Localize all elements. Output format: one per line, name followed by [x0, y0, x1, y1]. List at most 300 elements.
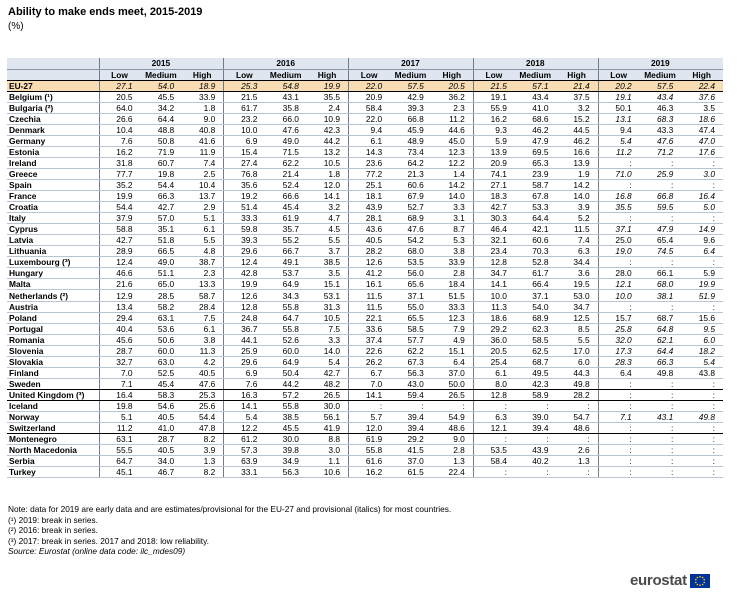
table-cell: 29.2: [390, 434, 432, 445]
table-cell: 10.5: [307, 157, 349, 168]
table-cell: 66.3: [141, 191, 183, 202]
table-cell: 23.2: [224, 113, 266, 124]
table-cell: 44.1: [224, 334, 266, 345]
table-row: [7, 157, 723, 168]
table-cell: 59.5: [640, 202, 682, 213]
table-cell: :: [473, 434, 515, 445]
table-cell: 67.9: [390, 191, 432, 202]
table-cell: 54.4: [141, 180, 183, 191]
table-cell: 39.4: [390, 423, 432, 434]
table-cell: 58.9: [515, 389, 557, 400]
table-cell: 50.0: [432, 378, 474, 389]
table-cell: 71.2: [640, 146, 682, 157]
table-row: [7, 290, 723, 301]
table-cell: 51.9: [681, 290, 723, 301]
table-cell: 12.4: [224, 257, 266, 268]
table-cell: 35.2: [99, 180, 141, 191]
table-cell: :: [640, 257, 682, 268]
table-cell: :: [557, 434, 599, 445]
table-row: [7, 400, 723, 411]
table-cell: 8.5: [557, 323, 599, 334]
table-cell: 36.7: [224, 323, 266, 334]
table-cell: 14.0: [307, 345, 349, 356]
table-cell: :: [681, 180, 723, 191]
table-cell: 53.6: [141, 323, 183, 334]
table-cell: 48.6: [557, 423, 599, 434]
table-cell: 19.9: [307, 80, 349, 91]
table-cell: 54.0: [141, 80, 183, 91]
table-cell: 47.9: [640, 224, 682, 235]
table-cell: 55.5: [99, 445, 141, 456]
table-cell: 47.9: [515, 135, 557, 146]
table-cell: :: [598, 423, 640, 434]
table-cell: 51.4: [224, 202, 266, 213]
table-cell: 19.1: [598, 91, 640, 102]
table-cell: 45.4: [265, 202, 307, 213]
table-cell: 21.4: [265, 168, 307, 179]
table-cell: :: [473, 400, 515, 411]
table-cell: 22.4: [681, 80, 723, 91]
sub-header: High: [681, 69, 723, 80]
table-cell: 43.6: [349, 224, 391, 235]
table-cell: 37.1: [598, 224, 640, 235]
table-body: [7, 80, 723, 478]
row-label: Montenegro: [7, 434, 99, 445]
table-cell: 48.6: [432, 423, 474, 434]
table-cell: 18.2: [681, 345, 723, 356]
row-label: Finland: [7, 367, 99, 378]
table-cell: 25.3: [182, 389, 224, 400]
table-cell: 10.5: [307, 312, 349, 323]
table-cell: 56.3: [390, 367, 432, 378]
table-cell: 16.2: [349, 467, 391, 478]
table-cell: 20.2: [598, 80, 640, 91]
table-cell: 32.7: [99, 356, 141, 367]
table-cell: 37.1: [390, 290, 432, 301]
table-cell: 9.0: [182, 113, 224, 124]
table-cell: 19.2: [224, 191, 266, 202]
table-cell: 8.2: [182, 434, 224, 445]
table-cell: 42.3: [307, 124, 349, 135]
table-cell: 6.3: [557, 246, 599, 257]
table-cell: 36.0: [473, 334, 515, 345]
table-cell: 43.4: [640, 91, 682, 102]
table-cell: 19.9: [681, 279, 723, 290]
table-cell: 68.6: [515, 113, 557, 124]
table-cell: 5.9: [681, 268, 723, 279]
table-cell: 16.6: [557, 146, 599, 157]
table-cell: 68.0: [640, 279, 682, 290]
table-cell: :: [640, 467, 682, 478]
row-label: Lithuania: [7, 246, 99, 257]
table-cell: 6.7: [349, 367, 391, 378]
table-cell: :: [640, 456, 682, 467]
table-cell: 62.3: [515, 323, 557, 334]
table-cell: 23.6: [349, 157, 391, 168]
table-cell: 2.9: [182, 202, 224, 213]
table-cell: :: [640, 423, 682, 434]
table-row: [7, 445, 723, 456]
table-cell: 42.9: [390, 91, 432, 102]
table-cell: 7.5: [182, 312, 224, 323]
sub-header-row: [7, 69, 723, 80]
table-cell: 71.9: [141, 146, 183, 157]
row-label: Ireland: [7, 157, 99, 168]
logo-text: eurostat: [630, 572, 687, 589]
table-cell: 20.5: [473, 345, 515, 356]
table-cell: 13.9: [557, 157, 599, 168]
table-row: [7, 124, 723, 135]
row-label: Germany: [7, 135, 99, 146]
footnotes: [8, 504, 451, 557]
table-cell: 68.9: [515, 312, 557, 323]
table-cell: 3.2: [557, 102, 599, 113]
row-label: Portugal: [7, 323, 99, 334]
table-cell: 71.5: [265, 146, 307, 157]
table-cell: 13.9: [473, 146, 515, 157]
table-cell: 37.4: [349, 334, 391, 345]
table-cell: 66.5: [141, 246, 183, 257]
table-cell: 38.1: [640, 290, 682, 301]
table-cell: 37.1: [515, 290, 557, 301]
table-cell: 54.9: [432, 412, 474, 423]
table-row: [7, 367, 723, 378]
table-cell: 22.1: [349, 312, 391, 323]
table-cell: 45.0: [432, 135, 474, 146]
table-cell: 43.8: [681, 367, 723, 378]
table-cell: 3.0: [307, 445, 349, 456]
table-cell: 26.6: [99, 113, 141, 124]
sub-header: Low: [99, 69, 141, 80]
row-label: Bulgaria (²): [7, 102, 99, 113]
table-cell: 10.6: [307, 467, 349, 478]
table-cell: 11.2: [598, 146, 640, 157]
row-label: North Macedonia: [7, 445, 99, 456]
table-cell: 58.3: [141, 389, 183, 400]
table-cell: :: [598, 400, 640, 411]
table-cell: 15.1: [432, 345, 474, 356]
table-cell: :: [598, 257, 640, 268]
table-cell: 43.4: [515, 91, 557, 102]
table-cell: 60.7: [141, 157, 183, 168]
table-cell: 28.2: [557, 389, 599, 400]
table-cell: 41.6: [182, 135, 224, 146]
table-cell: :: [681, 456, 723, 467]
table-cell: 3.5: [307, 268, 349, 279]
table-cell: 19.0: [598, 246, 640, 257]
table-cell: 34.0: [141, 456, 183, 467]
table-row: [7, 356, 723, 367]
table-cell: 7.1: [99, 378, 141, 389]
table-cell: 2.3: [432, 102, 474, 113]
table-cell: 43.1: [265, 91, 307, 102]
table-cell: 41.2: [349, 268, 391, 279]
table-cell: :: [557, 400, 599, 411]
table-cell: 13.4: [99, 301, 141, 312]
table-cell: 16.2: [99, 146, 141, 157]
table-cell: 44.2: [307, 135, 349, 146]
table-cell: 51.5: [432, 290, 474, 301]
table-row: [7, 246, 723, 257]
table-cell: 5.4: [224, 412, 266, 423]
table-row: [7, 268, 723, 279]
table-cell: :: [515, 434, 557, 445]
table-cell: 6.9: [224, 135, 266, 146]
table-cell: 66.8: [640, 191, 682, 202]
table-cell: 47.0: [681, 135, 723, 146]
table-title: Ability to make ends meet, 2015-2019: [8, 6, 203, 18]
table-cell: 9.5: [681, 323, 723, 334]
table-cell: 16.3: [224, 389, 266, 400]
table-cell: 31.8: [99, 157, 141, 168]
table-cell: 7.1: [598, 412, 640, 423]
table-cell: 62.2: [390, 345, 432, 356]
table-row: [7, 213, 723, 224]
table-cell: 19.9: [99, 191, 141, 202]
table-cell: 12.2: [224, 423, 266, 434]
table-cell: 22.0: [349, 113, 391, 124]
table-cell: 68.0: [390, 246, 432, 257]
row-label: Turkey: [7, 467, 99, 478]
table-cell: :: [640, 180, 682, 191]
table-cell: 14.0: [557, 191, 599, 202]
table-cell: 65.3: [515, 157, 557, 168]
table-cell: 42.1: [515, 224, 557, 235]
table-cell: 18.9: [182, 80, 224, 91]
table-cell: 12.1: [598, 279, 640, 290]
table-cell: 28.0: [598, 268, 640, 279]
table-cell: 74.1: [473, 168, 515, 179]
unit-label: (%): [8, 21, 24, 32]
table-cell: 27.1: [473, 180, 515, 191]
table-cell: 8.8: [307, 434, 349, 445]
table-cell: 45.5: [265, 423, 307, 434]
table-cell: 28.4: [182, 301, 224, 312]
table-cell: 55.9: [473, 102, 515, 113]
table-cell: 49.0: [141, 257, 183, 268]
table-cell: 13.7: [182, 191, 224, 202]
table-cell: 25.1: [349, 180, 391, 191]
table-cell: 44.2: [265, 378, 307, 389]
table-cell: 10.0: [598, 290, 640, 301]
table-cell: 21.4: [557, 80, 599, 91]
table-cell: 7.9: [432, 323, 474, 334]
row-label: Denmark: [7, 124, 99, 135]
row-label: United Kingdom (³): [7, 389, 99, 400]
table-cell: 29.6: [224, 246, 266, 257]
table-cell: 65.6: [390, 279, 432, 290]
table-row: [7, 423, 723, 434]
row-label: Spain: [7, 180, 99, 191]
table-cell: 43.0: [390, 378, 432, 389]
table-cell: 11.5: [557, 224, 599, 235]
table-cell: 26.5: [307, 389, 349, 400]
table-cell: :: [598, 378, 640, 389]
table-cell: 27.1: [99, 80, 141, 91]
table-cell: 54.6: [141, 400, 183, 411]
table-cell: 5.4: [307, 356, 349, 367]
table-cell: 43.9: [349, 202, 391, 213]
table-cell: 53.5: [390, 257, 432, 268]
table-cell: :: [640, 213, 682, 224]
table-cell: 8.2: [182, 467, 224, 478]
table-cell: 38.5: [265, 412, 307, 423]
table-cell: 42.8: [224, 268, 266, 279]
table-cell: 39.8: [265, 445, 307, 456]
table-cell: 5.9: [473, 135, 515, 146]
table-cell: 60.6: [390, 180, 432, 191]
table-cell: 46.7: [141, 467, 183, 478]
year-header: 2018: [473, 58, 598, 69]
table-cell: 55.0: [390, 301, 432, 312]
table-cell: :: [681, 467, 723, 478]
row-label: Serbia: [7, 456, 99, 467]
table-cell: 19.5: [557, 279, 599, 290]
table-cell: :: [640, 400, 682, 411]
table-cell: 18.1: [349, 191, 391, 202]
table-cell: 61.9: [265, 213, 307, 224]
table-cell: 51.1: [141, 268, 183, 279]
table-row: [7, 412, 723, 423]
table-cell: 11.5: [349, 290, 391, 301]
table-cell: :: [598, 456, 640, 467]
table-cell: 37.5: [557, 91, 599, 102]
row-label: EU-27: [7, 80, 99, 91]
table-cell: 16.8: [598, 191, 640, 202]
table-cell: 13.1: [598, 113, 640, 124]
year-header: 2016: [224, 58, 349, 69]
table-cell: 20.9: [349, 91, 391, 102]
table-cell: 12.3: [432, 312, 474, 323]
table-cell: 25.9: [640, 168, 682, 179]
table-cell: 6.1: [473, 367, 515, 378]
row-label: Austria: [7, 301, 99, 312]
table-cell: 33.3: [224, 213, 266, 224]
table-cell: 34.4: [557, 257, 599, 268]
row-label: Estonia: [7, 146, 99, 157]
table-cell: :: [598, 389, 640, 400]
table-cell: 49.1: [265, 257, 307, 268]
table-cell: 8.7: [432, 224, 474, 235]
table-cell: 57.5: [640, 80, 682, 91]
table-cell: 1.3: [557, 456, 599, 467]
table-cell: 45.6: [99, 334, 141, 345]
table-cell: 69.5: [515, 146, 557, 157]
table-cell: 57.0: [141, 213, 183, 224]
table-cell: 57.7: [390, 334, 432, 345]
table-cell: 1.9: [557, 168, 599, 179]
table-row: [7, 191, 723, 202]
table-cell: :: [349, 400, 391, 411]
table-cell: 18.3: [473, 191, 515, 202]
table-cell: 35.5: [307, 91, 349, 102]
table-cell: 50.1: [598, 102, 640, 113]
sub-header: Medium: [390, 69, 432, 80]
table-cell: 1.3: [432, 456, 474, 467]
table-cell: 25.8: [598, 323, 640, 334]
table-cell: 55.2: [265, 235, 307, 246]
table-cell: 34.7: [473, 268, 515, 279]
table-cell: :: [515, 467, 557, 478]
table-cell: 32.0: [598, 334, 640, 345]
row-label: Italy: [7, 213, 99, 224]
table-cell: 34.3: [265, 290, 307, 301]
table-cell: 40.8: [182, 124, 224, 135]
table-cell: 49.5: [515, 367, 557, 378]
table-cell: 30.3: [473, 213, 515, 224]
row-label: Slovakia: [7, 356, 99, 367]
table-cell: 44.3: [557, 367, 599, 378]
table-cell: 49.8: [640, 367, 682, 378]
table-row: [7, 345, 723, 356]
table-cell: 12.6: [224, 290, 266, 301]
table-cell: 11.3: [473, 301, 515, 312]
table-cell: 24.8: [224, 312, 266, 323]
table-cell: 39.3: [224, 235, 266, 246]
table-row: [7, 235, 723, 246]
corner-cell: [7, 58, 99, 69]
table-cell: 18.6: [473, 312, 515, 323]
row-label: Poland: [7, 312, 99, 323]
table-cell: 22.4: [432, 467, 474, 478]
table-cell: 25.4: [473, 356, 515, 367]
table-cell: 50.6: [141, 334, 183, 345]
table-cell: 62.1: [640, 334, 682, 345]
row-label: Cyprus: [7, 224, 99, 235]
table-cell: 36.2: [432, 91, 474, 102]
row-label: Luxembourg (³): [7, 257, 99, 268]
table-cell: 64.9: [265, 356, 307, 367]
table-cell: 35.8: [265, 102, 307, 113]
table-cell: 54.0: [515, 301, 557, 312]
table-cell: 3.3: [432, 202, 474, 213]
table-cell: 11.2: [432, 113, 474, 124]
table-cell: 58.2: [141, 301, 183, 312]
table-cell: 3.1: [432, 213, 474, 224]
table-row: [7, 180, 723, 191]
table-cell: 5.1: [182, 213, 224, 224]
table-cell: 7.4: [182, 157, 224, 168]
table-cell: 53.7: [265, 268, 307, 279]
table-cell: 46.2: [557, 135, 599, 146]
table-cell: 6.0: [557, 356, 599, 367]
table-cell: 21.5: [224, 91, 266, 102]
table-cell: 54.8: [265, 80, 307, 91]
table-cell: 5.7: [349, 412, 391, 423]
table-cell: 3.9: [557, 202, 599, 213]
corner-cell: [7, 69, 99, 80]
table-cell: 28.1: [349, 213, 391, 224]
table-cell: 53.5: [473, 445, 515, 456]
table-cell: 13.2: [307, 146, 349, 157]
table-cell: 1.4: [432, 168, 474, 179]
table-cell: 2.4: [307, 102, 349, 113]
table-cell: 3.8: [182, 334, 224, 345]
table-cell: 6.1: [182, 323, 224, 334]
table-cell: 39.3: [390, 102, 432, 113]
table-cell: 15.2: [557, 113, 599, 124]
table-cell: :: [640, 378, 682, 389]
table-cell: 50.4: [265, 367, 307, 378]
table-cell: 41.5: [390, 445, 432, 456]
sub-header: Medium: [265, 69, 307, 80]
table-cell: 55.8: [349, 445, 391, 456]
table-cell: 58.4: [473, 456, 515, 467]
table-cell: 12.5: [557, 312, 599, 323]
table-cell: 2.5: [182, 168, 224, 179]
table-cell: 12.8: [473, 257, 515, 268]
table-cell: 53.1: [307, 290, 349, 301]
